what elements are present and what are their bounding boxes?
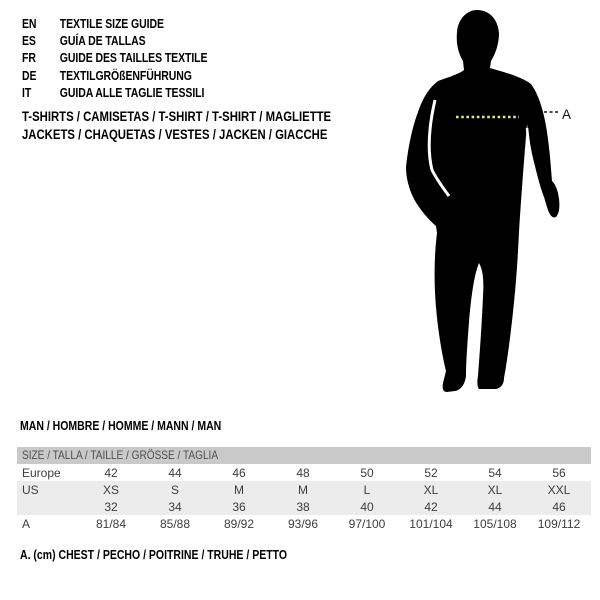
size-cell: 56 <box>552 465 566 480</box>
size-cell: 48 <box>296 465 310 480</box>
language-row-es <box>22 32 207 49</box>
size-cell: 42 <box>104 465 118 480</box>
language-label: TEXTILE SIZE GUIDE <box>59 16 164 31</box>
section-title-text: MAN / HOMBRE / HOMME / MANN / MAN <box>20 419 222 433</box>
row-label <box>17 498 79 515</box>
size-cell: 54 <box>488 465 502 480</box>
size-cell: XS <box>102 482 119 497</box>
language-label: GUIDE DES TAILLES TEXTILE <box>59 51 208 66</box>
garment-categories <box>22 108 390 144</box>
size-cell: 85/88 <box>159 516 191 531</box>
size-cell: 52 <box>424 465 438 480</box>
size-cell: 32 <box>104 499 118 514</box>
language-label: GUIDA ALLE TAGLIE TESSILI <box>59 86 205 101</box>
language-row-fr <box>22 50 207 67</box>
size-cell: M <box>234 482 244 497</box>
size-cell: XL <box>487 482 503 497</box>
size-cell: 101/104 <box>409 516 453 531</box>
size-cell: XXL <box>547 482 571 497</box>
size-cell: 44 <box>168 465 182 480</box>
size-cell: 89/92 <box>223 516 255 531</box>
table-row-chest-cm <box>17 515 591 532</box>
table-row-us-numeric <box>17 498 591 515</box>
row-label: Europe <box>22 465 61 480</box>
measure-label-a: A <box>562 107 572 122</box>
language-row-de <box>22 67 207 84</box>
size-cell: XL <box>423 482 439 497</box>
size-cell: 44 <box>488 499 502 514</box>
language-label: TEXTILGRÖßENFÜHRUNG <box>59 68 192 83</box>
language-row-it <box>22 85 207 102</box>
language-list <box>22 15 243 102</box>
language-code: IT <box>22 86 32 101</box>
size-cell: 81/84 <box>95 516 127 531</box>
size-cell: 40 <box>360 499 374 514</box>
table-row-us-letters <box>17 481 591 498</box>
size-cell: 34 <box>168 499 182 514</box>
size-cell: 109/112 <box>537 516 581 531</box>
size-table <box>17 447 591 532</box>
row-label: A <box>22 516 31 531</box>
measurement-footnote-text: A. (cm) CHEST / PECHO / POITRINE / TRUHE / PETTO <box>20 548 288 562</box>
language-code: DE <box>22 68 37 83</box>
measurement-footnote <box>20 548 338 562</box>
size-cell: 50 <box>360 465 374 480</box>
size-cell: 93/96 <box>287 516 319 531</box>
section-title-man <box>20 419 260 433</box>
category-jackets: JACKETS / CHAQUETAS / VESTES / JACKEN / GIACCHE <box>22 127 328 142</box>
size-cell: 36 <box>232 499 246 514</box>
row-label: US <box>22 482 39 497</box>
size-table-header-text: SIZE / TALLA / TAILLE / GRÖSSE / TAGLIA <box>22 448 219 462</box>
size-table-header <box>17 447 591 464</box>
language-code: EN <box>22 16 37 31</box>
size-cell: S <box>170 482 179 497</box>
table-row-europe <box>17 464 591 481</box>
man-silhouette <box>406 10 559 392</box>
language-code: ES <box>22 34 36 49</box>
size-cell: 105/108 <box>473 516 517 531</box>
size-cell: 38 <box>296 499 310 514</box>
size-cell: M <box>298 482 308 497</box>
size-table-grid <box>17 464 591 532</box>
language-code: FR <box>22 51 36 66</box>
size-cell: 46 <box>232 465 246 480</box>
man-silhouette-figure <box>400 0 600 415</box>
language-row-en <box>22 15 207 32</box>
size-cell: 42 <box>424 499 438 514</box>
size-cell: 97/100 <box>348 516 386 531</box>
size-cell: 46 <box>552 499 566 514</box>
category-tshirts: T-SHIRTS / CAMISETAS / T-SHIRT / T-SHIRT / MAGLIETTE <box>22 109 332 124</box>
size-cell: L <box>363 482 371 497</box>
language-label: GUÍA DE TALLAS <box>59 34 146 49</box>
